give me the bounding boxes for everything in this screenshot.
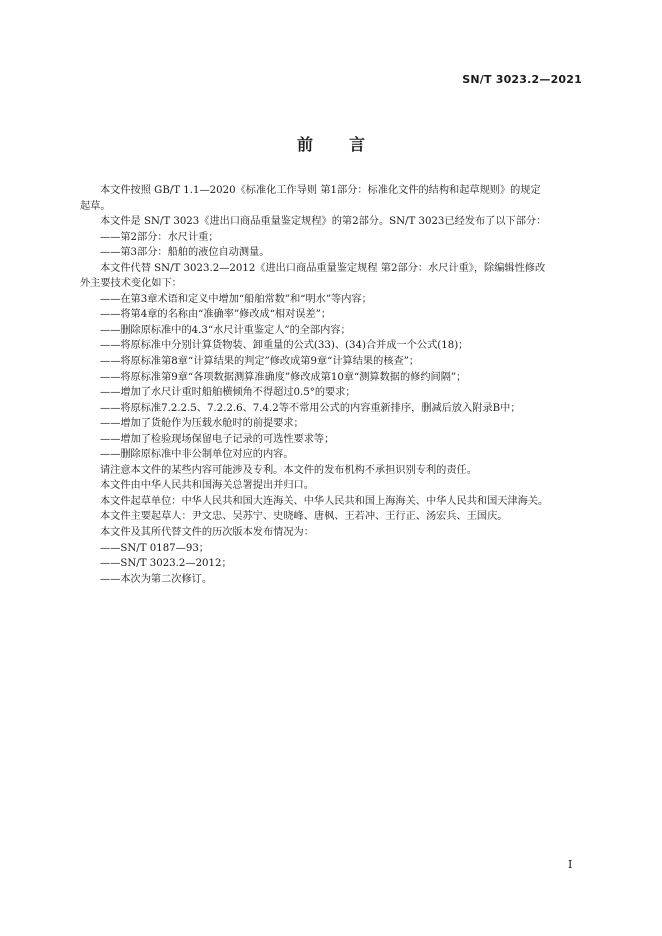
text-line: 本文件起草单位：中华人民共和国大连海关、中华人民共和国上海海关、中华人民共和国天津海关。	[100, 495, 549, 507]
text-line: 本文件是 SN/T 3023《进出口商品重量鉴定规程》的第2部分。SN/T 3023已经发布了以下部分：	[100, 216, 547, 228]
text-line: 本文件代替 SN/T 3023.2—2012《进出口商品重量鉴定规程 第2部分：水尺计重》，除编辑性修改	[100, 262, 546, 274]
foreword-body	[80, 183, 584, 587]
text-line: ——将第4章的名称由“准确率”修改成“相对误差”；	[100, 309, 332, 321]
text-line: ——本次为第二次修订。	[100, 573, 213, 585]
text-line: ——删除原标准中非公制单位对应的内容。	[100, 449, 294, 461]
standard-code: SN/T 3023.2—2021	[462, 73, 582, 86]
text-line: ——将原标准中分别计算货物装、卸重量的公式(33)、(34)合并成一个公式(18)；	[100, 340, 469, 352]
text-line: ——将原标准7.2.2.5、7.2.2.6、7.4.2等不常用公式的内容重新排序，删减后放入附录B中；	[100, 402, 521, 414]
text-line: 外主要技术变化如下：	[80, 278, 182, 290]
page-title: 前言	[296, 135, 401, 154]
text-line: ——增加了货舱作为压载水舱时的前提要求；	[100, 418, 304, 430]
page-number: Ⅰ	[568, 858, 573, 871]
text-line: ——在第3章术语和定义中增加“船舶常数”和“明水”等内容；	[100, 293, 372, 305]
text-line: 起草。	[80, 200, 111, 212]
text-line: ——SN/T 3023.2—2012；	[100, 558, 232, 570]
text-line: ——删除原标准中的4.3“水尺计重鉴定人”的全部内容；	[100, 324, 351, 336]
text-line: ——增加了水尺计重时船舶横倾角不得超过0.5°的要求；	[100, 387, 356, 399]
text-line: 本文件及其所代替文件的历次版本发布情况为：	[100, 527, 314, 539]
text-line: ——第3部分：船舶的液位自动测量。	[100, 247, 270, 259]
text-line: ——将原标准第9章“各项数据测算准确度”修改成第10章“测算数据的修约间隔”；	[100, 371, 467, 383]
text-line: 本文件由中华人民共和国海关总署提出并归口。	[100, 480, 314, 492]
text-line: ——SN/T 0187—93；	[100, 542, 209, 554]
text-line: 本文件按照 GB/T 1.1—2020《标准化工作导则 第1部分：标准化文件的结构和起草规则》的规定	[100, 185, 541, 196]
text-line: ——将原标准第8章“计算结果的判定”修改成第9章“计算结果的核查”；	[100, 356, 420, 368]
text-line: ——第2部分：水尺计重；	[100, 231, 219, 243]
text-line: 请注意本文件的某些内容可能涉及专利。本文件的发布机构不承担识别专利的责任。	[100, 464, 477, 476]
text-line: ——增加了检验现场保留电子记录的可选性要求等；	[100, 433, 335, 445]
text-line: 本文件主要起草人：尹文忠、吴苏宁、史晓峰、唐枫、王若冲、王行正、汤宏兵、王国庆。	[100, 511, 508, 523]
